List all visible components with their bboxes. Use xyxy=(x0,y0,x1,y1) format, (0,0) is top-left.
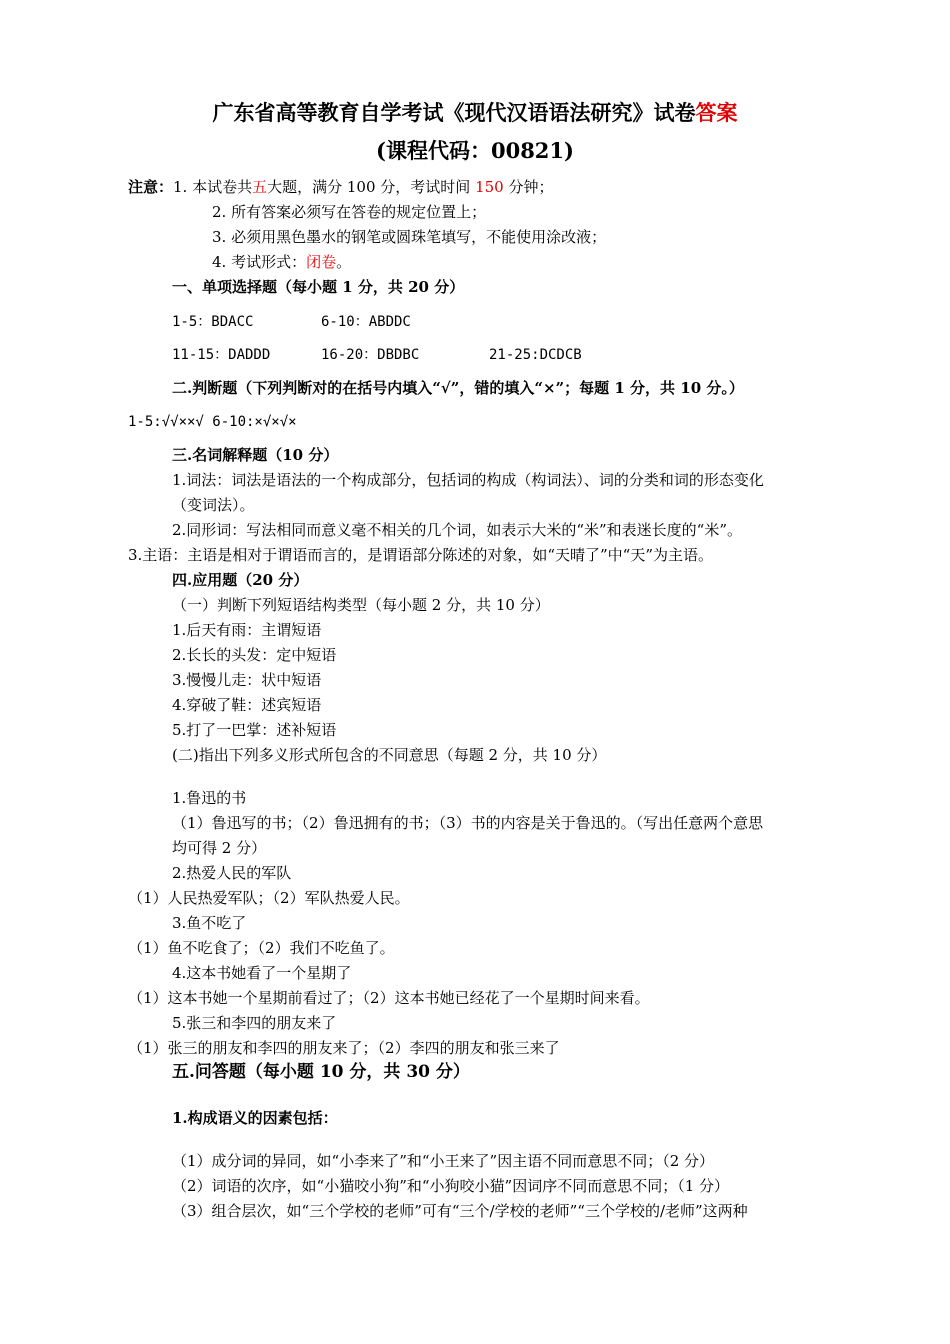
answer-row: 1-5：BDACC xyxy=(172,314,254,330)
list-item: 均可得 2 分） xyxy=(172,839,267,857)
answer-label: 答案 xyxy=(695,100,738,125)
notice-2: 2. 所有答案必须写在答卷的规定位置上； xyxy=(212,203,487,221)
list-item: 3.慢慢儿走：状中短语 xyxy=(172,671,322,689)
definition-item: （变词法）。 xyxy=(172,496,255,514)
list-item: 4.这本书她看了一个星期了 xyxy=(172,964,352,982)
list-item: （1）这本书她一个星期前看过了；（2）这本书她已经花了一个星期时间来看。 xyxy=(128,989,650,1007)
section-1-heading: 一、单项选择题（每小题 1 分，共 20 分） xyxy=(172,278,465,296)
list-item: （2）词语的次序，如“小猫咬小狗”和“小狗咬小猫”因词序不同而意思不同；（1 分） xyxy=(172,1177,730,1195)
list-item: 2.热爱人民的军队 xyxy=(172,864,292,882)
exam-form: 闭卷 xyxy=(306,253,337,271)
answer-row: 6-10：ABDDC xyxy=(321,314,411,330)
list-item: 5.打了一巴掌：述补短语 xyxy=(172,721,337,739)
list-item: （3）组合层次，如“三个学校的老师”可有“三个/学校的老师”“三个学校的/老师”这两种 xyxy=(172,1202,748,1220)
section-4-heading: 四.应用题（20 分） xyxy=(172,571,309,589)
list-item: 1.鲁迅的书 xyxy=(172,789,247,807)
exam-time: 150 xyxy=(475,178,504,196)
list-item: 5.张三和李四的朋友来了 xyxy=(172,1014,337,1032)
subsection-heading: (二)指出下列多义形式所包含的不同意思（每题 2 分，共 10 分） xyxy=(172,746,607,764)
notice-text: 分钟； xyxy=(503,178,554,196)
section-3-heading: 三.名词解释题（10 分） xyxy=(172,446,339,464)
title-line xyxy=(0,99,950,127)
section-5-heading: 五.问答题（每小题 10 分，共 30 分） xyxy=(172,1062,470,1082)
list-item: 3.鱼不吃了 xyxy=(172,914,247,932)
list-item: （1）人民热爱军队；（2）军队热爱人民。 xyxy=(128,889,410,907)
document-title: 广东省高等教育自学考试《现代汉语语法研究》试卷 xyxy=(212,100,696,125)
list-item: （1）鲁迅写的书；（2）鲁迅拥有的书；（3）书的内容是关于鲁迅的。（写出任意两个意思 xyxy=(172,814,764,832)
notice-3: 3. 必须用黑色墨水的钢笔或圆珠笔填写，不能使用涂改液； xyxy=(212,228,607,246)
subsection-heading: （一）判断下列短语结构类型（每小题 2 分，共 10 分） xyxy=(172,596,550,614)
course-code: (课程代码：00821) xyxy=(376,138,574,163)
answer-row: 1-5:√√××√ 6-10:×√×√× xyxy=(128,414,297,430)
list-item: 2.长长的头发：定中短语 xyxy=(172,646,337,664)
notice-1 xyxy=(128,177,553,197)
answer-row: 16-20：DBDBC xyxy=(321,347,420,363)
definition-item: 1.词法：词法是语法的一个构成部分，包括词的构成（构词法）、词的分类和词的形态变化 xyxy=(172,471,764,489)
notice-text: 4. 考试形式： xyxy=(212,253,307,271)
list-item: 4.穿破了鞋：述宾短语 xyxy=(172,696,322,714)
notice-4 xyxy=(212,252,351,272)
definition-item: 3.主语：主语是相对于谓语而言的，是谓语部分陈述的对象，如“天晴了”中“天”为主语。 xyxy=(128,546,713,564)
section-count: 五 xyxy=(252,178,268,196)
definition-item: 2.同形词：写法相同而意义毫不相关的几个词，如表示大米的“米”和表迷长度的“米”。 xyxy=(172,521,742,539)
answer-row: 11-15：DADDD xyxy=(172,347,271,363)
notice-text: 。 xyxy=(336,253,352,271)
list-item: 1.后天有雨：主谓短语 xyxy=(172,621,322,639)
section-2-heading: 二.判断题（下列判断对的在括号内填入“√”，错的填入“×”；每题 1 分，共 10 分。） xyxy=(172,379,744,397)
notice-label: 注意： xyxy=(128,178,174,196)
notice-text: 大题，满分 100 分，考试时间 xyxy=(267,178,476,196)
list-item: （1）张三的朋友和李四的朋友来了；（2）李四的朋友和张三来了 xyxy=(128,1039,560,1057)
question-title: 1.构成语义的因素包括： xyxy=(172,1109,338,1127)
list-item: （1）成分词的异同，如“小李来了”和“小王来了”因主语不同而意思不同；（2 分） xyxy=(172,1152,715,1170)
notice-text: 1. 本试卷共 xyxy=(173,178,253,196)
list-item: （1）鱼不吃食了；（2）我们不吃鱼了。 xyxy=(128,939,395,957)
answer-row: 21-25:DCDCB xyxy=(489,347,582,363)
